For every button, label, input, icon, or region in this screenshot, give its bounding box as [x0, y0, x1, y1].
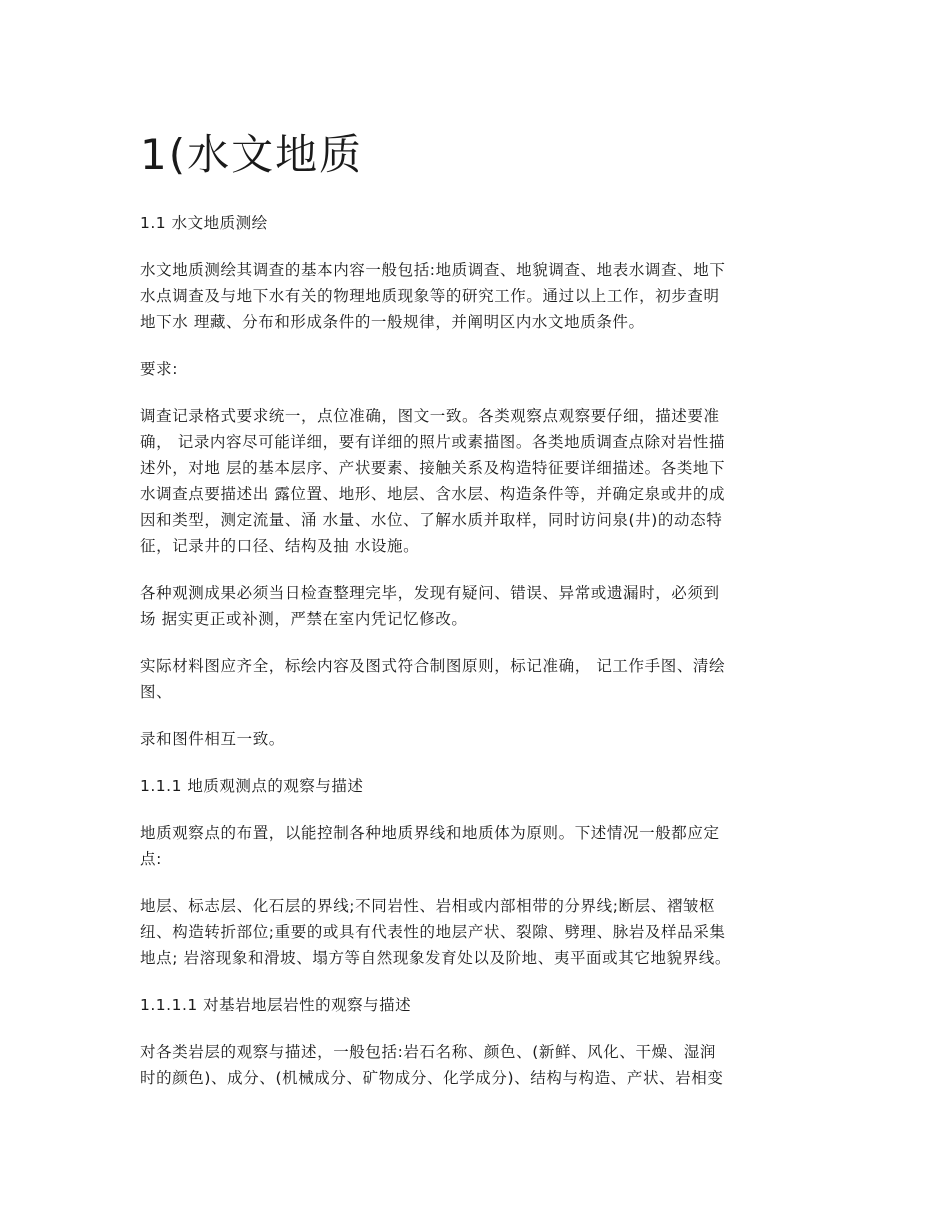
paragraph-line: 各种观测成果必须当日检查整理完毕，发现有疑问、错误、异常或遗漏时，必须到 [140, 584, 720, 602]
section-heading-1-1-1: 1.1.1 地质观测点的观察与描述 [140, 777, 364, 795]
paragraph-observation-points [140, 820, 812, 872]
paragraph-daily-check [140, 580, 812, 632]
paragraph-line: 要求: [140, 360, 179, 378]
paragraph-line: 地点; 岩溶现象和滑坡、塌方等自然现象发育处以及阶地、夷平面或其它地貌界线。 [140, 949, 731, 967]
paragraph-line: 调查记录格式要求统一，点位准确，图文一致。各类观察点观察要仔细，描述要准 [140, 407, 720, 425]
paragraph-record-requirements [140, 403, 812, 559]
paragraph-line: 时的颜色)、成分、(机械成分、矿物成分、化学成分)、结构与构造、产状、岩相变 [140, 1069, 724, 1087]
paragraph-line: 对各类岩层的观察与描述，一般包括:岩石名称、颜色、(新鲜、风化、干燥、湿润 [140, 1043, 716, 1061]
paragraph-lithology-description [140, 1039, 812, 1091]
paragraph-line: 水调查点要描述出 露位置、地形、地层、含水层、构造条件等，并确定泉或井的成 [140, 485, 726, 503]
paragraph-line: 地下水 理藏、分布和形成条件的一般规律，并阐明区内水文地质条件。 [140, 313, 645, 331]
paragraph-line: 水文地质测绘其调查的基本内容一般包括:地质调查、地貌调查、地表水调查、地下 [140, 261, 726, 279]
paragraph-line: 实际材料图应齐全，标绘内容及图式符合制图原则，标记准确， 记工作手图、清绘 [140, 657, 726, 675]
paragraph-line: 纽、构造转折部位;重要的或具有代表性的地层产状、裂隙、劈理、脉岩及样品采集 [140, 923, 726, 941]
paragraph-line: 场 据实更正或补测，严禁在室内凭记忆修改。 [140, 610, 468, 628]
paragraph-line: 述外，对地 层的基本层序、产状要素、接触关系及构造特征要详细描述。各类地下 [140, 459, 726, 477]
paragraph-consistency [140, 726, 812, 752]
paragraph-point-locations [140, 893, 812, 971]
section-heading-1-1-1-1: 1.1.1.1 对基岩地层岩性的观察与描述 [140, 996, 412, 1014]
paragraph-line: 图、 [140, 683, 173, 701]
paragraph-requirements-label [140, 356, 812, 382]
paragraph-line: 因和类型，测定流量、涌 水量、水位、了解水质并取样，同时访问泉(井)的动态特 [140, 511, 723, 529]
paragraph-line: 录和图件相互一致。 [140, 730, 285, 748]
paragraph-survey-content [140, 257, 812, 335]
document-title: 1(水文地质 [140, 130, 364, 179]
paragraph-line: 确， 记录内容尽可能详细，要有详细的照片或素描图。各类地质调查点除对岩性描 [140, 433, 726, 451]
section-heading-1-1: 1.1 水文地质测绘 [140, 214, 268, 232]
paragraph-line: 征，记录井的口径、结构及抽 水设施。 [140, 537, 420, 555]
paragraph-line: 点: [140, 850, 162, 868]
paragraph-line: 地层、标志层、化石层的界线;不同岩性、岩相或内部相带的分界线;断层、褶皱枢 [140, 897, 716, 915]
paragraph-line: 水点调查及与地下水有关的物理地质现象等的研究工作。通过以上工作，初步查明 [140, 287, 720, 305]
document-page [140, 128, 812, 1112]
paragraph-line: 地质观察点的布置，以能控制各种地质界线和地质体为原则。下述情况一般都应定 [140, 824, 720, 842]
paragraph-material-maps [140, 653, 812, 705]
